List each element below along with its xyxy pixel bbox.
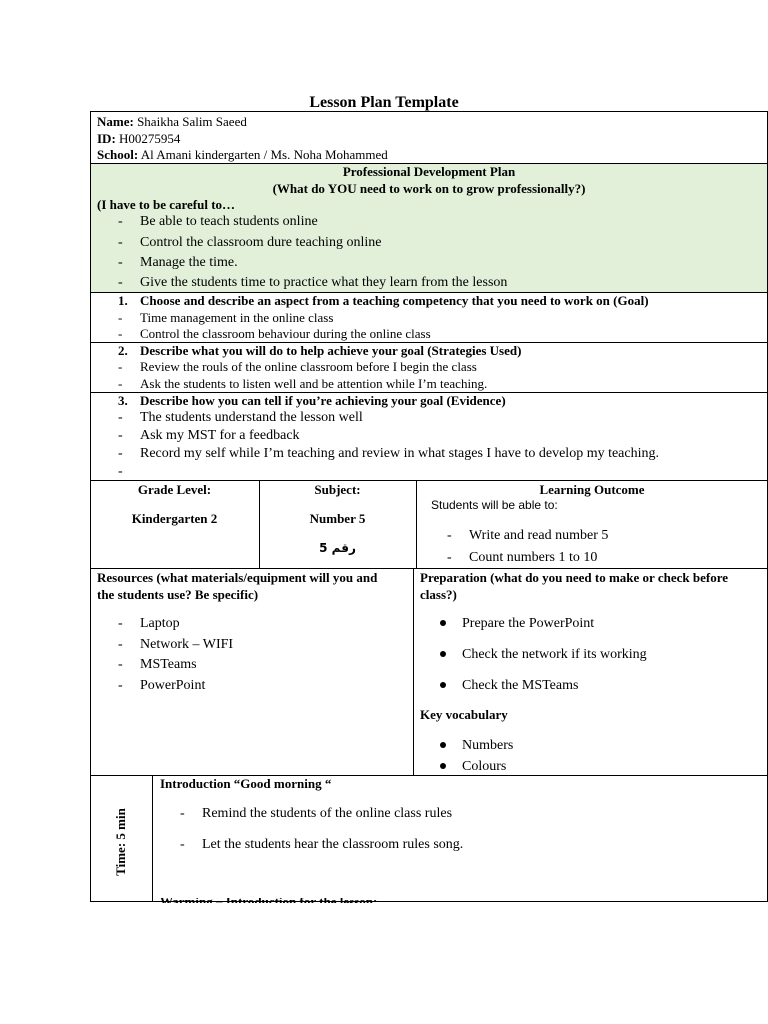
outcome-item: - Write and read number 5: [447, 528, 609, 543]
resource-item: - Laptop: [118, 616, 180, 631]
intro-item: - Remind the students of the online class rules: [180, 806, 453, 821]
bullet-icon: [440, 742, 446, 748]
bullet-icon: [440, 620, 446, 626]
grade-label: Grade Level:: [137, 482, 212, 497]
pdp-question: (What do YOU need to work on to grow professionally?): [272, 181, 586, 196]
goal-heading: 1. Choose and describe an aspect from a teaching competency that you need to work on (Goal): [118, 293, 649, 308]
pdp-careful: (I have to be careful to…: [97, 197, 236, 212]
vocab-item: Colours: [426, 759, 506, 775]
bullet-icon: [440, 651, 446, 657]
preparation-item: Check the network if its working: [426, 647, 647, 663]
resource-item: - Network – WIFI: [118, 637, 234, 652]
pdp-heading: Professional Development Plan: [342, 164, 516, 179]
strategy-item: - Review the rouls of the online classroom before I begin the class: [118, 359, 477, 374]
goal-item: - Control the classroom behaviour during the online class: [118, 326, 431, 341]
resource-item: - PowerPoint: [118, 678, 206, 693]
subject-arabic: رقم 5: [319, 541, 356, 555]
name-label: Name:: [97, 114, 134, 129]
subject-label: Subject:: [314, 482, 361, 497]
outcome-intro: Students will be able to:: [431, 498, 558, 512]
preparation-item: Prepare the PowerPoint: [426, 616, 594, 632]
resource-item: - MSTeams: [118, 657, 197, 672]
divider: [90, 480, 768, 481]
intro-item: - Let the students hear the classroom rules song.: [180, 837, 464, 852]
preparation-item: Check the MSTeams: [426, 678, 578, 694]
pdp-item: - Manage the time.: [118, 255, 238, 270]
subject-value: Number 5: [309, 511, 366, 526]
school-label: School:: [97, 147, 139, 162]
school-row: [97, 147, 388, 163]
intro-heading: Introduction “Good morning “: [160, 776, 332, 791]
pdp-item: - Give the students time to practice what they learn from the lesson: [118, 275, 508, 290]
bullet-icon: [440, 763, 446, 769]
vocab-item: Numbers: [426, 738, 513, 754]
time-label: Time: 5 min: [113, 808, 128, 876]
preparation-label: class?): [420, 587, 457, 602]
column-divider: [152, 775, 153, 901]
school-value: Al Amani kindergarten / Ms. Noha Mohammed: [140, 147, 388, 162]
bullet-icon: [440, 682, 446, 688]
divider: [90, 568, 768, 569]
resources-label: the students use? Be specific): [97, 587, 259, 602]
id-row: [97, 131, 180, 147]
evidence-item: - Ask my MST for a feedback: [118, 428, 300, 443]
resources-label: Resources (what materials/equipment will you and: [97, 570, 378, 585]
evidence-item: -: [118, 464, 123, 479]
goal-item: - Time management in the online class: [118, 310, 334, 325]
vocab-label: Key vocabulary: [420, 707, 508, 722]
evidence-item: - The students understand the lesson well: [118, 410, 363, 425]
document-title: Lesson Plan Template: [309, 94, 459, 111]
page-cut-mask: [0, 903, 768, 1024]
name-value: Shaikha Salim Saeed: [137, 114, 247, 129]
outcome-item: - Count numbers 1 to 10: [447, 550, 598, 565]
pdp-item: - Control the classroom dure teaching online: [118, 235, 382, 250]
id-value: H00275954: [119, 131, 181, 146]
strategies-heading: 2. Describe what you will do to help achieve your goal (Strategies Used): [118, 343, 522, 358]
pdp-item: - Be able to teach students online: [118, 214, 318, 229]
evidence-item: - Record my self while I’m teaching and review in what stages I have to develop my teaching.: [118, 446, 659, 461]
evidence-heading: 3. Describe how you can tell if you’re achieving your goal (Evidence): [118, 393, 506, 408]
outcome-label: Learning Outcome: [539, 482, 645, 497]
preparation-label: Preparation (what do you need to make or check before: [420, 570, 729, 585]
strategy-item: - Ask the students to listen well and be attention while I’m teaching.: [118, 376, 488, 391]
column-divider: [413, 568, 414, 775]
id-label: ID:: [97, 131, 116, 146]
name-row: [97, 114, 247, 130]
grade-value: Kindergarten 2: [131, 511, 218, 526]
